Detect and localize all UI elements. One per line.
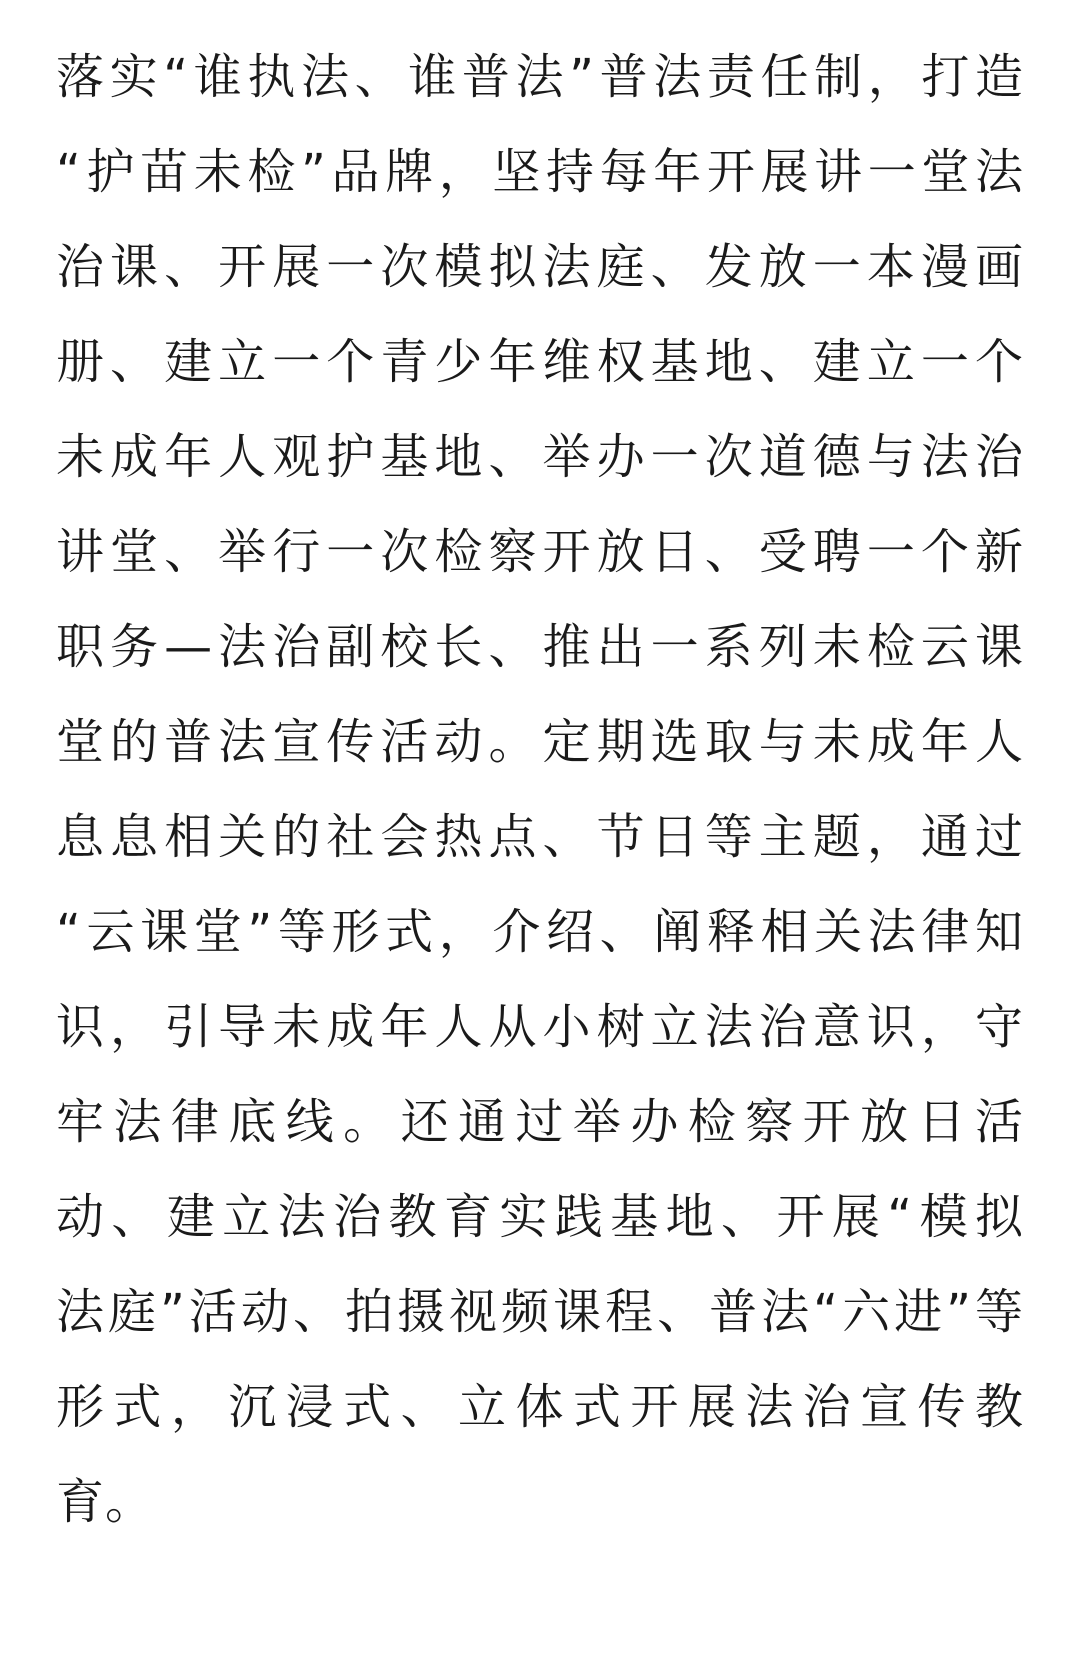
article-line: “护苗未检”品牌，坚持每年开展讲一堂法 <box>56 144 1024 200</box>
article-line: 育。 <box>56 1474 155 1530</box>
article-line: 识，引导未成年人从小树立法治意识，守 <box>56 999 1024 1055</box>
article-line: 形式，沉浸式、立体式开展法治宣传教 <box>56 1379 1024 1435</box>
article-line: 册、建立一个青少年维权基地、建立一个 <box>56 334 1024 390</box>
article-line: 息息相关的社会热点、节日等主题，通过 <box>56 809 1024 865</box>
article-line: 落实“谁执法、谁普法”普法责任制，打造 <box>56 49 1024 105</box>
article-line: “云课堂”等形式，介绍、阐释相关法律知 <box>56 904 1024 960</box>
article-line: 牢法律底线。还通过举办检察开放日活 <box>56 1094 1024 1150</box>
article-line: 法庭”活动、拍摄视频课程、普法“六进”等 <box>56 1284 1024 1340</box>
article-line: 讲堂、举行一次检察开放日、受聘一个新 <box>56 524 1024 580</box>
article-line: 未成年人观护基地、举办一次道德与法治 <box>56 429 1024 485</box>
article-line: 堂的普法宣传活动。定期选取与未成年人 <box>56 714 1024 770</box>
article-line: 治课、开展一次模拟法庭、发放一本漫画 <box>56 239 1024 295</box>
article-line: 动、建立法治教育实践基地、开展“模拟 <box>56 1189 1024 1245</box>
article-line: 职务—法治副校长、推出一系列未检云课 <box>56 619 1024 675</box>
